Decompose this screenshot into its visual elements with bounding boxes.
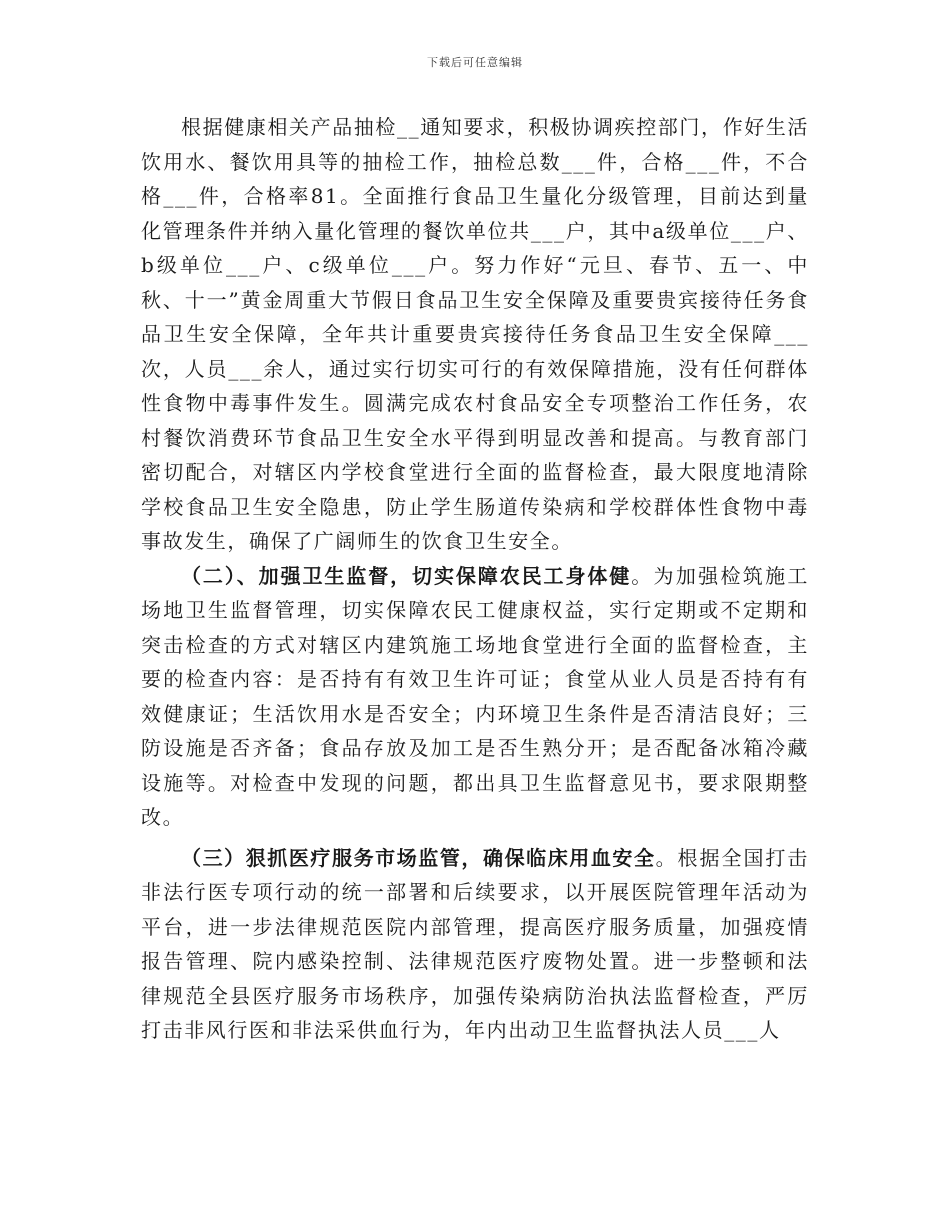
document-body [141, 110, 809, 1048]
paragraph-body: 根据健康相关产品抽检__通知要求，积极协调疾控部门，作好生活饮用水、餐饮用具等的抽检工作，抽检总数___件，合格___件，不合格___件，合格率81。全面推行食品卫生量化分级管理，目前达到量化管理条件并纳入量化管理的餐饮单位共___户，其中a级单位___户、b级单位___户、c级单位___户。努力作好“元旦、春节、五一、中秋、十一”黄金周重大节假日食品卫生安全保障及重要贵宾接待任务食品卫生安全保障，全年共计重要贵宾接待任务食品卫生安全保障___次，人员___余人，通过实行切实可行的有效保障措施，没有任何群体性食物中毒事件发生。圆满完成农村食品安全专项整治工作任务，农村餐饮消费环节食品卫生安全水平得到明显改善和提高。与教育部门密切配合，对辖区内学校食堂进行全面的监督检查，最大限度地清除学校食品卫生安全隐患，防止学生肠道传染病和学校群体性食物中毒事故发生，确保了广阔师生的饮食卫生安全。 [141, 115, 809, 553]
paragraph-food-safety [141, 110, 809, 559]
paragraph-body: 。根据全国打击非法行医专项行动的统一部署和后续要求，以开展医院管理年活动为平台，进一步法律规范医院内部管理，提高医疗服务质量，加强疫情报告管理、院内感染控制、法律规范医疗废物处置。进一步整顿和法律规范全县医疗服务市场秩序，加强传染病防治执法监督检查，严厉打击非风行医和非法采供血行为，年内出动卫生监督执法人员___人 [141, 845, 810, 1042]
paragraph-body: 。为加强检筑施工场地卫生监督管理，切实保障农民工健康权益，实行定期或不定期和突击检查的方式对辖区内建筑施工场地食堂进行全面的监督检查，主要的检查内容：是否持有有效卫生许可证；食堂从业人员是否持有有效健康证；生活饮用水是否安全；内环境卫生条件是否清洁良好；三防设施是否齐备；食品存放及加工是否生熟分开；是否配备冰箱冷藏设施等。对检查中发现的问题，都出具卫生监督意见书，要求限期整改。 [141, 563, 809, 829]
paragraph-construction-site-supervision [141, 559, 809, 835]
section-heading: （二）、加强卫生监督，切实保障农民工身体健 [181, 563, 632, 588]
paragraph-medical-market-supervision [141, 841, 809, 1048]
header-note: 下载后可任意编辑 [427, 56, 523, 69]
section-heading: （三）狠抓医疗服务市场监管，确保临床用血安全 [181, 845, 656, 870]
